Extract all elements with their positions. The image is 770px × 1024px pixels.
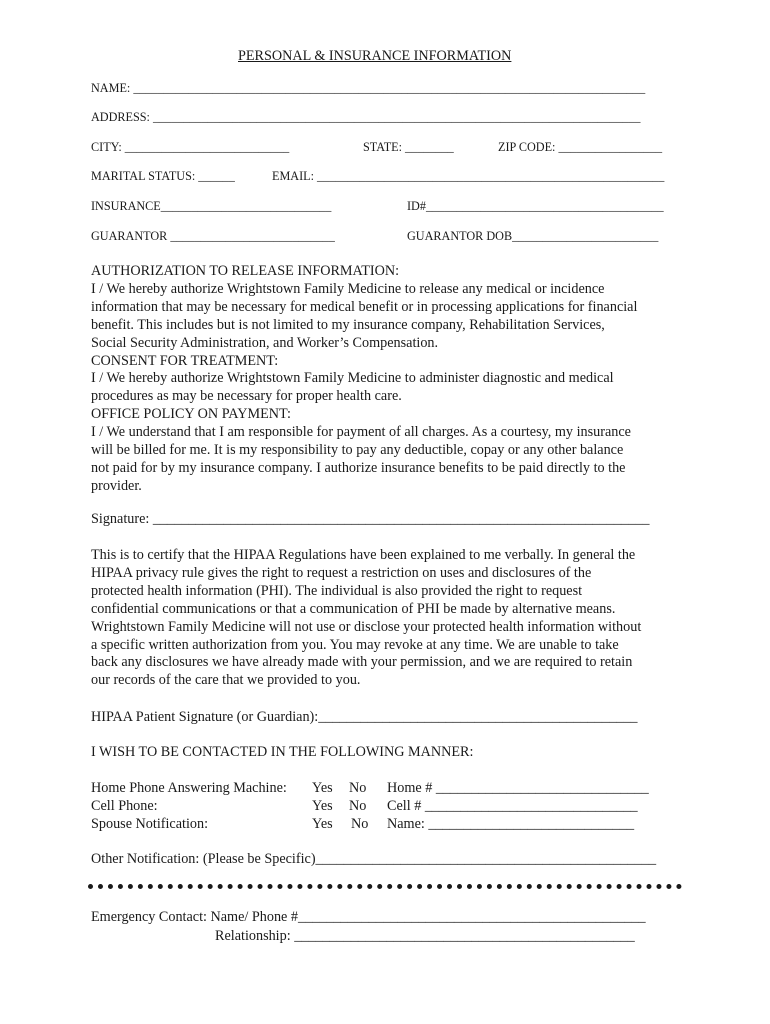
zip-code-field[interactable]: ZIP CODE: _________________ — [498, 140, 663, 154]
hipaa-line: a specific written authorization from you. You may revoke at any time. We are unable to take — [91, 636, 619, 653]
authorization-line: information that may be necessary for medical benefit or in processing applications for financial — [91, 298, 638, 315]
state-field[interactable]: STATE: ________ — [363, 140, 454, 154]
home-number-field[interactable]: Home # ______________________________ — [387, 780, 649, 796]
guarantor-dob-field[interactable]: GUARANTOR DOB________________________ — [407, 229, 659, 243]
consent-line: I / We hereby authorize Wrightstown Family Medicine to administer diagnostic and medical — [91, 370, 614, 387]
cell-phone-label: Cell Phone: — [91, 798, 158, 814]
name-field[interactable]: NAME: ____________________________________________________________________________________ — [91, 81, 646, 95]
city-field[interactable]: CITY: ___________________________ — [91, 140, 290, 154]
emergency-relationship-field[interactable]: Relationship: ________________________________________________ — [215, 928, 635, 944]
policy-line: will be billed for me. It is my responsibility to pay any deductible, copay or any other balance — [91, 442, 624, 459]
hipaa-section — [91, 547, 691, 690]
insurance-field[interactable]: INSURANCE____________________________ — [91, 199, 332, 213]
spouse-notification-label: Spouse Notification: — [91, 816, 209, 832]
home-phone-yes-option[interactable]: Yes — [312, 780, 333, 796]
cell-number-field[interactable]: Cell # ______________________________ — [387, 798, 638, 814]
authorization-line: I / We hereby authorize Wrightstown Family Medicine to release any medical or incidence — [91, 280, 605, 297]
authorization-section — [91, 263, 691, 496]
guarantor-field[interactable]: GUARANTOR ___________________________ — [91, 229, 335, 243]
contact-heading: I WISH TO BE CONTACTED IN THE FOLLOWING MANNER: — [91, 744, 474, 760]
hipaa-line: back any disclosures we have already made with your permission, and we are required to retain — [91, 654, 633, 671]
authorization-line: benefit. This includes but is not limited to my insurance company, Rehabilitation Services, — [91, 316, 605, 333]
authorization-line: Social Security Administration, and Worker’s Compensation. — [91, 334, 439, 351]
other-notification-field[interactable]: Other Notification: (Please be Specific)________________________________________________ — [91, 851, 657, 867]
hipaa-line: our records of the care that we provided to you. — [91, 672, 361, 689]
spouse-yes-option[interactable]: Yes — [312, 816, 333, 832]
spouse-no-option[interactable]: No — [351, 816, 369, 832]
id-field[interactable]: ID#_______________________________________ — [407, 199, 664, 213]
address-field[interactable]: ADDRESS: ________________________________________________________________________________ — [91, 110, 641, 124]
hipaa-line: confidential communications or that a communication of PHI be made by alternative means. — [91, 600, 616, 617]
hipaa-line: This is to certify that the HIPAA Regulations have been explained to me verbally. In general the — [91, 547, 636, 563]
cell-phone-no-option[interactable]: No — [349, 798, 367, 814]
spouse-name-field[interactable]: Name: _____________________________ — [387, 816, 635, 832]
emergency-contact-field[interactable]: Emergency Contact: Name/ Phone #_________________________________________________ — [91, 909, 646, 925]
cell-phone-yes-option[interactable]: Yes — [312, 798, 333, 814]
signature-field[interactable]: Signature: ______________________________________________________________________ — [91, 511, 650, 527]
marital-status-field[interactable]: MARITAL STATUS: ______ — [91, 169, 235, 183]
authorization-heading: AUTHORIZATION TO RELEASE INFORMATION: — [91, 263, 400, 279]
hipaa-line: protected health information (PHI). The individual is also provided the right to request — [91, 582, 583, 599]
page-title: PERSONAL & INSURANCE INFORMATION — [238, 48, 512, 64]
policy-heading: OFFICE POLICY ON PAYMENT: — [91, 406, 291, 423]
home-phone-no-option[interactable]: No — [349, 780, 367, 796]
consent-heading: CONSENT FOR TREATMENT: — [91, 352, 279, 369]
hipaa-signature-field[interactable]: HIPAA Patient Signature (or Guardian):_____________________________________________ — [91, 709, 638, 725]
policy-line: I / We understand that I am responsible for payment of all charges. As a courtesy, my insurance — [91, 424, 631, 441]
policy-line: provider. — [91, 477, 142, 494]
policy-line: not paid for by my insurance company. I authorize insurance benefits to be paid directly to the — [91, 459, 626, 476]
email-field[interactable]: EMAIL: _________________________________________________________ — [272, 169, 665, 183]
consent-line: procedures as may be necessary for proper health care. — [91, 388, 402, 405]
section-divider — [88, 884, 682, 889]
home-phone-label: Home Phone Answering Machine: — [91, 780, 287, 796]
hipaa-line: HIPAA privacy rule gives the right to request a restriction on uses and disclosures of the — [91, 564, 592, 581]
hipaa-line: Wrightstown Family Medicine will not use or disclose your protected health information without — [91, 618, 642, 635]
